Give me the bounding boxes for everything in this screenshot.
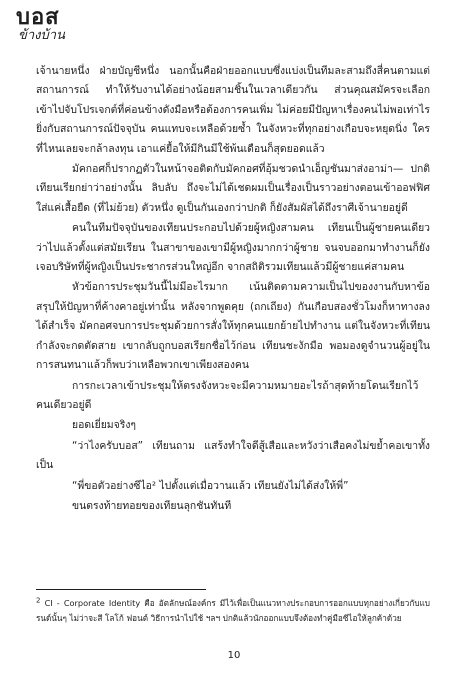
logo-line-2: ข้างบ้าน [18, 28, 65, 43]
footnote-divider [36, 589, 206, 590]
paragraph: ขนตรงท้ายทอยของเทียนลุกชันทันที [72, 499, 232, 512]
paragraph: มัคกอศก็ปรากฏตัวในหน้าจอติดกับมัคกอศที่อุ้มชวดนำเอ็ญชันมาส่งอาม่า— ปกติเทียนเรียกย่าว่าอย่างนั้น ลิบลับ ถึงจะไม่ได้เชดผมเป็นเรื่องเป็นราวอย่างตอนเข้าออฟฟิศ ใส่แค่เสื้อยืด (ที่ไม่ย้วย) ตัวหนึ่ง ดูเป็นกันเองกว่าปกติ ก็ยังสัมผัสได้ถึงราศีเจ้านายอยู่ดี [36, 163, 430, 214]
page-number: 10 [227, 650, 241, 661]
paragraph: “พี่ขอตัวอย่างซีไอ² ไปตั้งแต่เมื่อวานแล้ว เทียนยังไม่ได้ส่งให้พี่” [72, 479, 349, 492]
paragraph: คนในทีมปัจจุบันของเทียนประกอบไปด้วยผู้หญิงสามคน เทียนเป็นผู้ชายคนเดียว ว่าไปแล้วตั้งแต่สมัยเรียน ในสาขาของเขามีผู้หญิงมากกว่าผู้ชาย จนจบออกมาทำงานก็ยังเจอบริษัทที่ผู้หญิงเป็นประชากรส่วนใหญ่อีก จากสถิติรวมเทียนแล้วมีผู้ชายแค่สามคน [36, 222, 430, 274]
footnote [36, 596, 430, 626]
logo-line-1: บอส [16, 5, 60, 30]
body-text [36, 62, 430, 516]
footnote-text: CI - Corporate Identity คือ อัตลักษณ์องค์กร มีไว้เพื่อเป็นแนวทางประกอบการออกแบบทุกอย่างเกี่ยวกับแบรนด์นั้นๆ ไม่ว่าจะสี โลโก้ ฟอนต์ วิธีการนำไปใช้ ฯลฯ ปกติแล้วนักออกแบบจึงต้องทำคู่มือซีไอให้ลูกค้าด้วย [36, 598, 430, 623]
paragraph: ยอดเยี่ยมจริงๆ [72, 419, 136, 432]
publisher-logo [14, 6, 100, 50]
paragraph: “ว่าไงครับบอส” เทียนถาม แสร้งทำใจดีสู้เสือและหวังว่าเสือคงไม่ขย้ำคอเขาทั้งเป็น [36, 439, 430, 472]
paragraph: การกะเวลาเข้าประชุมให้ตรงจังหวะจะมีความหมายอะไรถ้าสุดท้ายโดนเรียกไว้คนเดียวอยู่ดี [36, 379, 419, 411]
paragraph: เจ้านายหนึ่ง ฝ่ายบัญชีหนึ่ง นอกนั้นคือฝ่ายออกแบบซึ่งแบ่งเป็นทีมละสามถึงสี่คนตามแต่สถานการณ์ ทำให้รับงานได้อย่างน้อยสามชิ้นในเวลาเดียวกัน ส่วนคุณสมัครจะเลือกเข้าไปจับโปรเจกต์ที่ค่อนข้างดังมือหรือต้องการคนเพิ่ม ไม่ค่อยมีปัญหาเรื่องคนไม่พอเท่าไร ยิ่งกับสถานการณ์ปัจจุบัน คนแทบจะเหลือด้วยซ้ำ ในจังหวะที่ทุกอย่างเกือบจะหยุดนิ่ง ใครที่ไหนเลยจะกล้าลงทุน เอาแค่ยื้อให้มีกินมีใช้พ้นเดือนก็สุดยอดแล้ว [36, 65, 430, 155]
footnote-marker: 2 [36, 596, 41, 605]
paragraph: หัวข้อการประชุมวันนี้ไม่มีอะไรมาก เน้นติดตามความเป็นไปของงานกับหาข้อสรุปให้ปัญหาที่ค้างคาอยู่เท่านั้น หลังจากพูดคุย (ถกเถียง) กันเกือบสองชั่วโมงก็หาทางลงได้สำเร็จ มัคกอศจบการประชุมด้วยการสั่งให้ทุกคนแยกย้ายไปทำงาน แต่ในจังหวะที่เทียนกำลังจะกดตัดสาย เขากลับถูกบอสเรียกชื่อไว้ก่อน เทียนชะงักมือ พอมองดูจำนวนผู้อยู่ในการสนทนาแล้วก็พบว่าเหลือพวกเขาเพียงสองคน [36, 281, 430, 372]
